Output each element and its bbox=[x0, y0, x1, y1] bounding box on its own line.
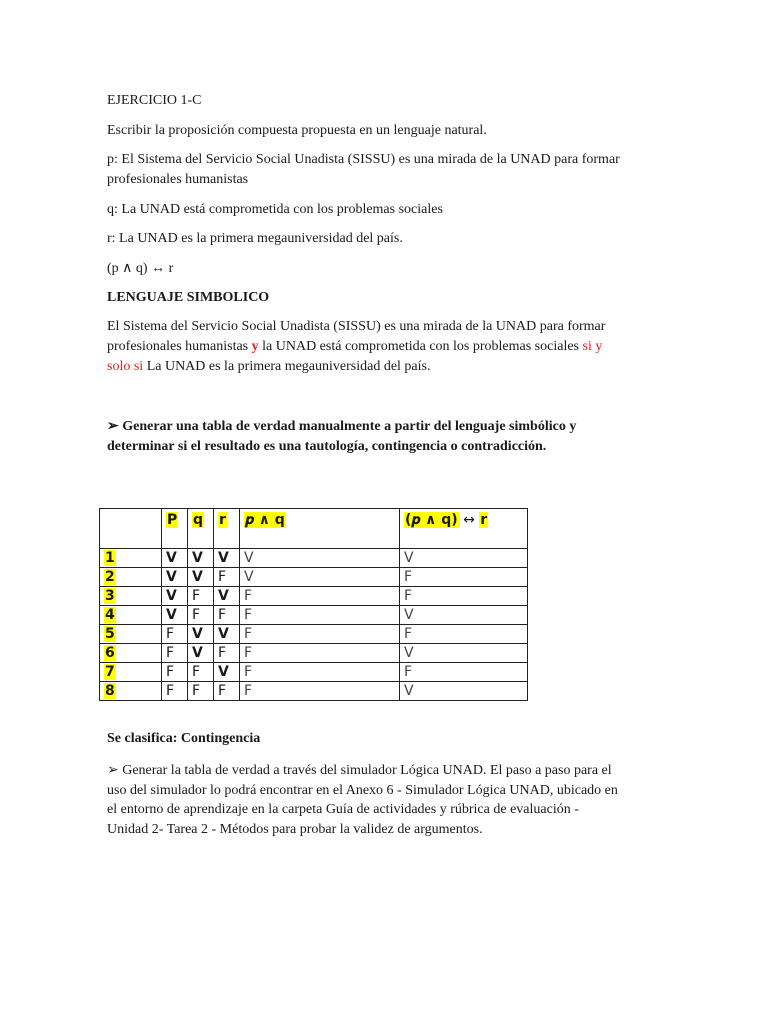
cell-q: V bbox=[188, 568, 214, 587]
cell-q: F bbox=[188, 606, 214, 625]
symbolic-line-2 bbox=[107, 337, 602, 357]
row-number: 2 bbox=[100, 568, 162, 587]
header-r: r bbox=[214, 509, 240, 549]
cell-r: V bbox=[214, 625, 240, 644]
cell-q: F bbox=[188, 587, 214, 606]
formula: (p ∧ q) ↔ r bbox=[107, 261, 174, 276]
arrow-bullet-icon: ➢ bbox=[107, 763, 119, 778]
row-number: 7 bbox=[100, 663, 162, 682]
cell-p: F bbox=[162, 625, 188, 644]
cell-biconditional: V bbox=[400, 549, 528, 568]
connector-si-y: si y bbox=[582, 339, 603, 354]
row-number: 5 bbox=[100, 625, 162, 644]
cell-q: F bbox=[188, 682, 214, 701]
proposition-p-line1: p: El Sistema del Servicio Social Unadista (SISSU) es una mirada de la UNAD para formar bbox=[107, 152, 620, 167]
cell-conjunction: F bbox=[240, 663, 400, 682]
symbolic-text-b: la UNAD está comprometida con los problemas sociales bbox=[258, 339, 583, 354]
connector-y: y bbox=[251, 339, 259, 354]
header-biconditional: (𝒑 ∧ q) ↔ r bbox=[400, 509, 528, 549]
cell-q: V bbox=[188, 549, 214, 568]
simulator-line-1 bbox=[107, 761, 612, 781]
cell-biconditional: F bbox=[400, 587, 528, 606]
cell-r: F bbox=[214, 568, 240, 587]
cell-conjunction: F bbox=[240, 625, 400, 644]
cell-biconditional: V bbox=[400, 682, 528, 701]
simulator-line-4: Unidad 2- Tarea 2 - Métodos para probar la validez de argumentos. bbox=[107, 822, 483, 837]
proposition-q: q: La UNAD está comprometida con los problemas sociales bbox=[107, 202, 443, 217]
connector-solo-si: solo si bbox=[107, 359, 144, 374]
simulator-line-3: el entorno de aprendizaje en la carpeta Guía de actividades y rúbrica de evaluación - bbox=[107, 802, 579, 817]
task-text-1: Generar una tabla de verdad manualmente a partir del lenguaje simbólico y bbox=[118, 419, 577, 434]
cell-p: F bbox=[162, 663, 188, 682]
classification: Se clasifica: Contingencia bbox=[107, 731, 261, 746]
cell-biconditional: V bbox=[400, 644, 528, 663]
cell-r: F bbox=[214, 644, 240, 663]
cell-p: V bbox=[162, 587, 188, 606]
header-q: q bbox=[188, 509, 214, 549]
symbolic-line-3 bbox=[107, 357, 430, 377]
table-row bbox=[100, 568, 528, 587]
row-number: 8 bbox=[100, 682, 162, 701]
truth-table bbox=[99, 508, 528, 701]
header-p: P bbox=[162, 509, 188, 549]
cell-conjunction: F bbox=[240, 644, 400, 663]
table-row bbox=[100, 587, 528, 606]
cell-r: V bbox=[214, 587, 240, 606]
cell-conjunction: F bbox=[240, 587, 400, 606]
cell-r: F bbox=[214, 682, 240, 701]
symbolic-line-1: El Sistema del Servicio Social Unadista (SISSU) es una mirada de la UNAD para formar bbox=[107, 319, 606, 334]
proposition-p-line2: profesionales humanistas bbox=[107, 172, 249, 187]
cell-q: V bbox=[188, 625, 214, 644]
cell-r: V bbox=[214, 663, 240, 682]
row-number: 3 bbox=[100, 587, 162, 606]
cell-conjunction: V bbox=[240, 549, 400, 568]
cell-conjunction: F bbox=[240, 682, 400, 701]
task-line-1 bbox=[107, 417, 576, 437]
cell-r: V bbox=[214, 549, 240, 568]
cell-conjunction: F bbox=[240, 606, 400, 625]
cell-q: V bbox=[188, 644, 214, 663]
task-line-2: determinar si el resultado es una tautología, contingencia o contradicción. bbox=[107, 439, 547, 454]
table-row bbox=[100, 644, 528, 663]
cell-biconditional: V bbox=[400, 606, 528, 625]
exercise-title: EJERCICIO 1-C bbox=[107, 93, 202, 108]
arrow-bullet-icon: ➢ bbox=[107, 419, 119, 434]
table-row bbox=[100, 549, 528, 568]
symbolic-text-a: profesionales humanistas bbox=[107, 339, 252, 354]
header-conjunction: 𝒑 ∧ q bbox=[240, 509, 400, 549]
table-row bbox=[100, 682, 528, 701]
cell-p: V bbox=[162, 549, 188, 568]
cell-biconditional: F bbox=[400, 625, 528, 644]
table-header-row bbox=[100, 509, 528, 549]
table-row bbox=[100, 625, 528, 644]
cell-biconditional: F bbox=[400, 663, 528, 682]
table-row bbox=[100, 663, 528, 682]
cell-r: F bbox=[214, 606, 240, 625]
symbolic-text-c: La UNAD es la primera megauniversidad del país. bbox=[143, 359, 431, 374]
cell-p: F bbox=[162, 682, 188, 701]
section-heading: LENGUAJE SIMBOLICO bbox=[107, 290, 270, 305]
row-number: 6 bbox=[100, 644, 162, 663]
table-row bbox=[100, 606, 528, 625]
cell-biconditional: F bbox=[400, 568, 528, 587]
cell-q: F bbox=[188, 663, 214, 682]
instruction-text: Escribir la proposición compuesta propuesta en un lenguaje natural. bbox=[107, 123, 487, 138]
row-number: 4 bbox=[100, 606, 162, 625]
cell-p: V bbox=[162, 606, 188, 625]
header-index bbox=[100, 509, 162, 549]
cell-p: V bbox=[162, 568, 188, 587]
cell-p: F bbox=[162, 644, 188, 663]
simulator-text-1: Generar la tabla de verdad a través del simulador Lógica UNAD. El paso a paso para el bbox=[118, 763, 612, 778]
row-number: 1 bbox=[100, 549, 162, 568]
simulator-line-2: uso del simulador lo podrá encontrar en el Anexo 6 - Simulador Lógica UNAD, ubicado en bbox=[107, 783, 618, 798]
proposition-r: r: La UNAD es la primera megauniversidad del país. bbox=[107, 231, 403, 246]
cell-conjunction: V bbox=[240, 568, 400, 587]
